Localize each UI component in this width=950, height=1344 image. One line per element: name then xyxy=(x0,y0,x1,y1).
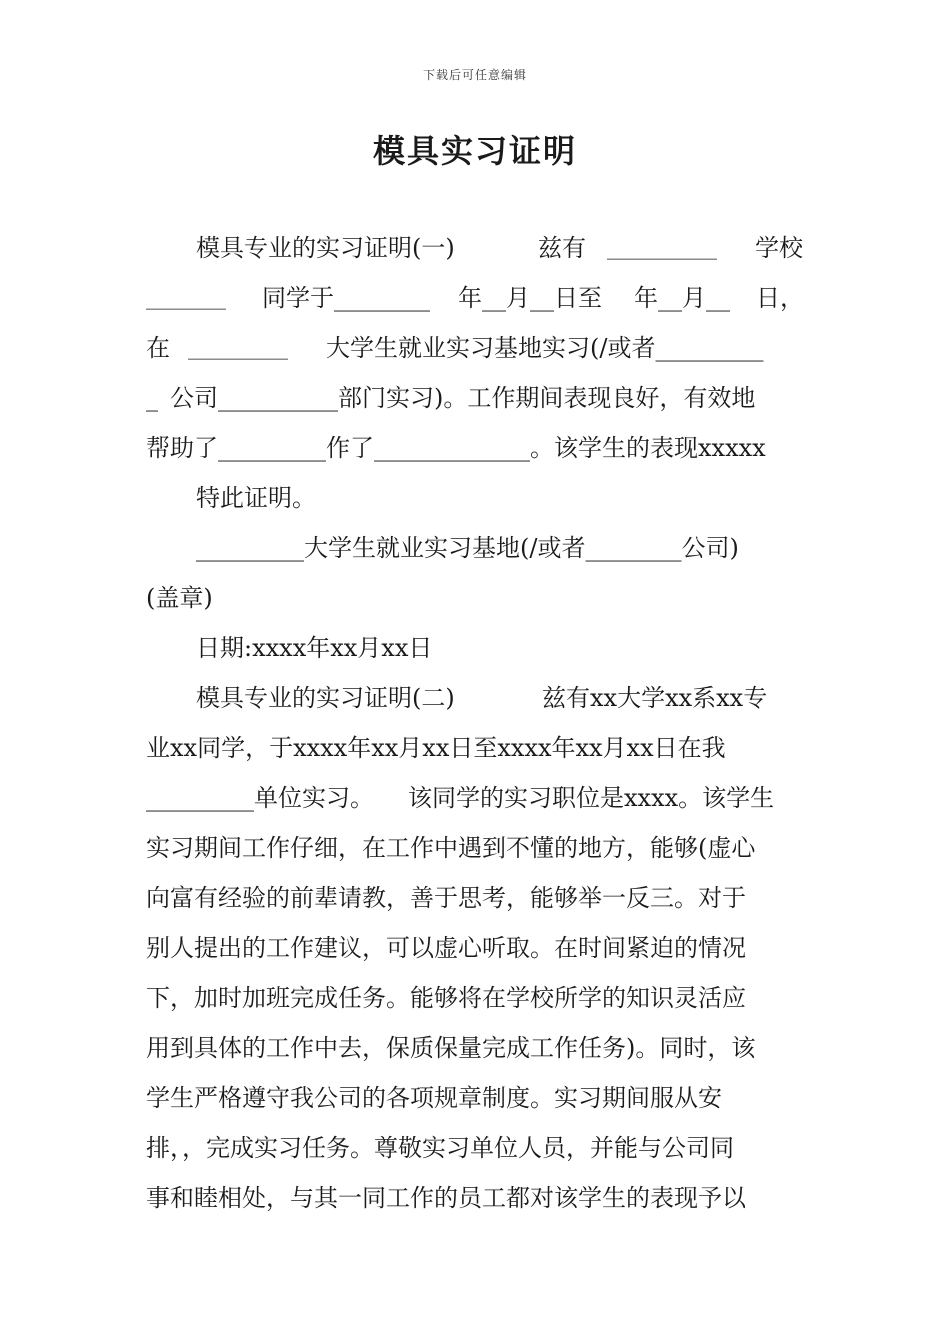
line-segment: (盖章) xyxy=(146,584,213,612)
line-segment: 学生严格遵守我公司的各项规章制度。实习期间服从安 xyxy=(146,1084,722,1112)
text-line xyxy=(0,828,950,868)
text-line xyxy=(0,278,950,318)
text-line xyxy=(0,1128,950,1168)
line-segment: 大学生就业实习基地实习(/或者_________ xyxy=(326,334,764,362)
text-line xyxy=(0,328,950,368)
text-line xyxy=(0,228,950,268)
line-segment: 年__月__ xyxy=(634,284,730,312)
text-line xyxy=(0,978,950,1018)
line-segment: 排，，完成实习任务。尊敬实习单位人员，并能与公司同 xyxy=(146,1134,734,1162)
header-note: 下载后可任意编辑 xyxy=(422,68,527,82)
text-line xyxy=(0,728,950,768)
line-segment: 学校 xyxy=(755,234,803,262)
line-segment: 模具专业的实习证明(二) xyxy=(196,684,455,712)
line-segment: _ xyxy=(146,384,158,412)
line-segment: 在 xyxy=(146,334,170,362)
line-segment: ___________ xyxy=(607,236,717,260)
line-segment: 实习期间工作仔细，在工作中遇到不懂的地方，能够(虚心 xyxy=(146,834,756,862)
text-line xyxy=(0,778,950,818)
line-segment: 别人提出的工作建议，可以虚心听取。在时间紧迫的情况 xyxy=(146,934,746,962)
line-segment: 兹有xx大学xx系xx专 xyxy=(542,684,768,712)
line-segment: _________大学生就业实习基地(/或者________公司) xyxy=(196,534,739,562)
line-segment: __________ xyxy=(188,336,288,360)
line-segment: 下，加时加班完成任务。能够将在学校所学的知识灵活应 xyxy=(146,984,746,1012)
line-segment: 同学于________ xyxy=(262,284,430,312)
text-line xyxy=(0,378,950,418)
line-segment: _________单位实习。 xyxy=(146,784,374,812)
text-line xyxy=(0,478,950,518)
line-segment: 公司__________部门实习)。工作期间表现良好，有效地 xyxy=(170,384,756,412)
line-segment: 该同学的实习职位是xxxx。该学生 xyxy=(408,784,775,812)
text-line xyxy=(0,628,950,668)
text-line xyxy=(0,428,950,468)
text-line xyxy=(0,878,950,918)
text-line xyxy=(0,678,950,718)
line-segment: ________ xyxy=(146,286,226,310)
text-line xyxy=(0,578,950,618)
line-segment: 事和睦相处，与其一同工作的员工都对该学生的表现予以 xyxy=(146,1184,746,1212)
line-segment: 特此证明。 xyxy=(196,484,316,512)
line-segment: 模具专业的实习证明(一) xyxy=(196,234,455,262)
text-line xyxy=(0,1178,950,1218)
line-segment: 日， xyxy=(756,284,804,312)
line-segment: 兹有 xyxy=(538,234,586,262)
line-segment: 业xx同学，于xxxx年xx月xx日至xxxx年xx月xx日在我 xyxy=(146,734,726,762)
line-segment: 用到具体的工作中去，保质保量完成工作任务)。同时，该 xyxy=(146,1034,756,1062)
document-title: 模具实习证明 xyxy=(372,132,577,170)
line-segment: 年__月__日至 xyxy=(458,284,602,312)
text-line xyxy=(0,1078,950,1118)
text-line xyxy=(0,928,950,968)
text-line xyxy=(0,1028,950,1068)
line-segment: 日期:xxxx年xx月xx日 xyxy=(196,634,433,662)
text-line xyxy=(0,528,950,568)
line-segment: 向富有经验的前辈请教，善于思考，能够举一反三。对于 xyxy=(146,884,746,912)
line-segment: 帮助了_________作了_____________。该学生的表现xxxxx xyxy=(146,434,766,462)
